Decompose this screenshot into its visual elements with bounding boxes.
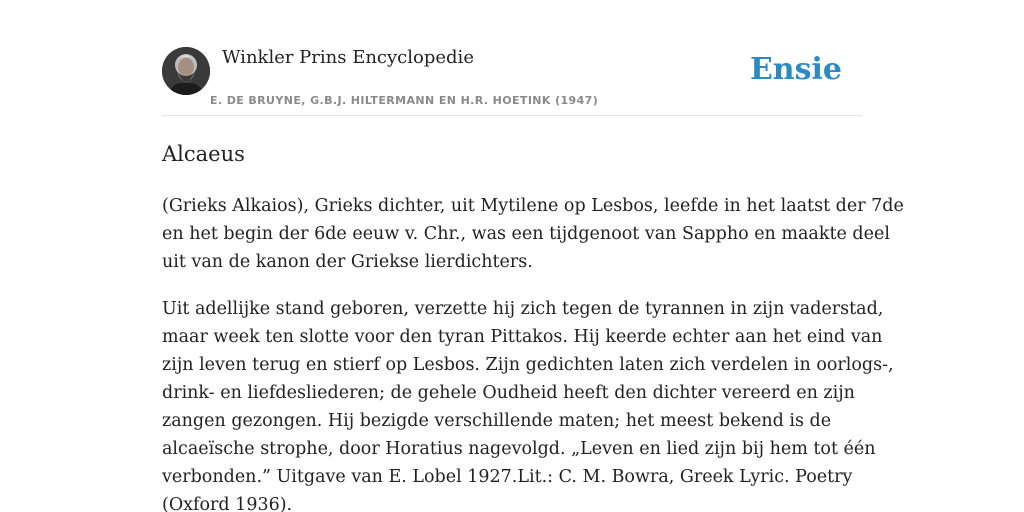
article-paragraph-1 [162, 192, 904, 276]
paragraph-line: maar week ten slotte voor den tyran Pittakos. Hij keerde echter aan het eind van [162, 327, 883, 347]
paragraph-line: verbonden.” Uitgave van E. Lobel 1927.Lit.: C. M. Bowra, Greek Lyric. Poetry [162, 467, 853, 487]
paragraph-line: en het begin der 6de eeuw v. Chr., was een tijdgenoot van Sappho en maakte deel [162, 224, 890, 244]
paragraph-line: alcaeïsche strophe, door Horatius nagevolgd. „Leven en lied zijn bij hem tot één [162, 439, 876, 459]
article-paragraph-2 [162, 295, 894, 512]
paragraph-line: (Oxford 1936). [162, 495, 293, 512]
authors-credit: E. DE BRUYNE, G.B.J. HILTERMANN EN H.R. HOETINK (1947) [210, 94, 599, 107]
paragraph-line: zijn leven terug en stierf op Lesbos. Zijn gedichten laten zich verdelen in oorlogs-, [162, 355, 894, 375]
author-avatar[interactable] [162, 47, 210, 95]
portrait-icon [162, 47, 210, 95]
paragraph-line: drink- en liefdesliederen; de gehele Oudheid heeft den dichter vereerd en zijn [162, 383, 855, 403]
brand-logo[interactable]: Ensie [749, 52, 842, 87]
article-page [162, 0, 904, 512]
paragraph-line: zangen gezongen. Hij bezigde verschillende maten; het meest bekend is de [162, 411, 832, 431]
paragraph-line: Uit adellijke stand geboren, verzette hij zich tegen de tyrannen in zijn vaderstad, [162, 299, 884, 319]
article-title: Alcaeus [162, 142, 245, 166]
paragraph-line: uit van de kanon der Griekse lierdichters. [162, 252, 533, 272]
site-title[interactable]: Winkler Prins Encyclopedie [222, 47, 474, 68]
paragraph-line: (Grieks Alkaios), Grieks dichter, uit Mytilene op Lesbos, leefde in het laatst der 7de [162, 196, 904, 216]
site-header [162, 0, 862, 116]
